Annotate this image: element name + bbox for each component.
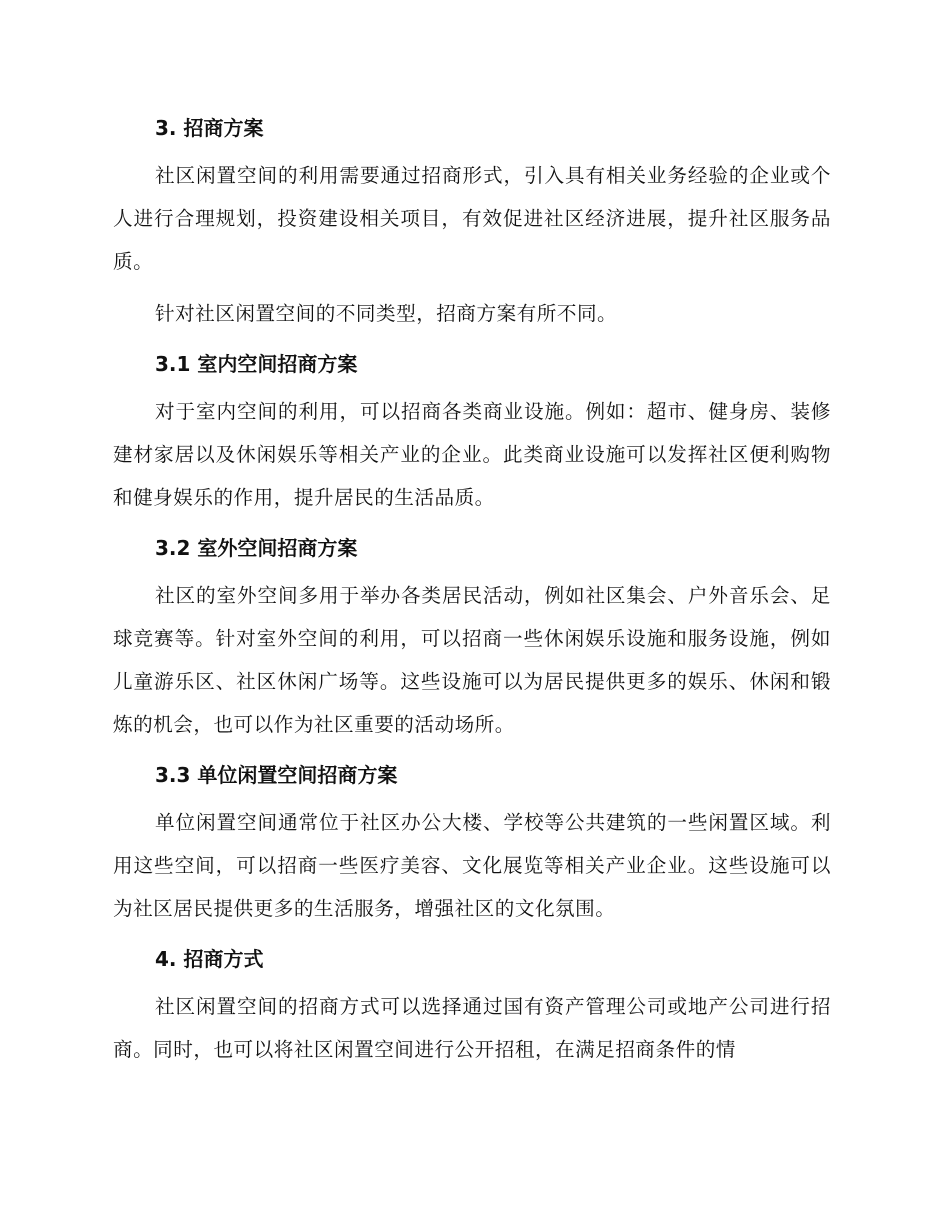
section-heading: 3.2 室外空间招商方案 xyxy=(155,536,358,560)
paragraph: 社区的室外空间多用于举办各类居民活动，例如社区集会、户外音乐会、足球竞赛等。针对室外空间的利用，可以招商一些休闲娱乐设施和服务设施，例如儿童游乐区、社区休闲广场等。这些设施可以为居民提供更多的娱乐、休闲和锻炼的机会，也可以作为社区重要的活动场所。 xyxy=(113,584,831,736)
section-heading: 3.1 室内空间招商方案 xyxy=(155,352,358,376)
section-heading: 3.3 单位闲置空间招商方案 xyxy=(155,763,398,787)
paragraph: 对于室内空间的利用，可以招商各类商业设施。例如：超市、健身房、装修建材家居以及休闲娱乐等相关产业的企业。此类商业设施可以发挥社区便利购物和健身娱乐的作用，提升居民的生活品质。 xyxy=(113,400,831,509)
section-heading: 4. 招商方式 xyxy=(155,947,264,971)
paragraph: 针对社区闲置空间的不同类型，招商方案有所不同。 xyxy=(155,302,618,325)
section-heading: 3. 招商方案 xyxy=(155,116,264,140)
paragraph: 社区闲置空间的利用需要通过招商形式，引入具有相关业务经验的企业或个人进行合理规划，投资建设相关项目，有效促进社区经济进展，提升社区服务品质。 xyxy=(113,164,831,273)
document-body xyxy=(113,108,831,1080)
paragraph: 单位闲置空间通常位于社区办公大楼、学校等公共建筑的一些闲置区域。利用这些空间，可以招商一些医疗美容、文化展览等相关产业企业。这些设施可以为社区居民提供更多的生活服务，增强社区的文化氛围。 xyxy=(113,811,831,920)
paragraph: 社区闲置空间的招商方式可以选择通过国有资产管理公司或地产公司进行招商。同时，也可以将社区闲置空间进行公开招租，在满足招商条件的情 xyxy=(113,995,831,1061)
